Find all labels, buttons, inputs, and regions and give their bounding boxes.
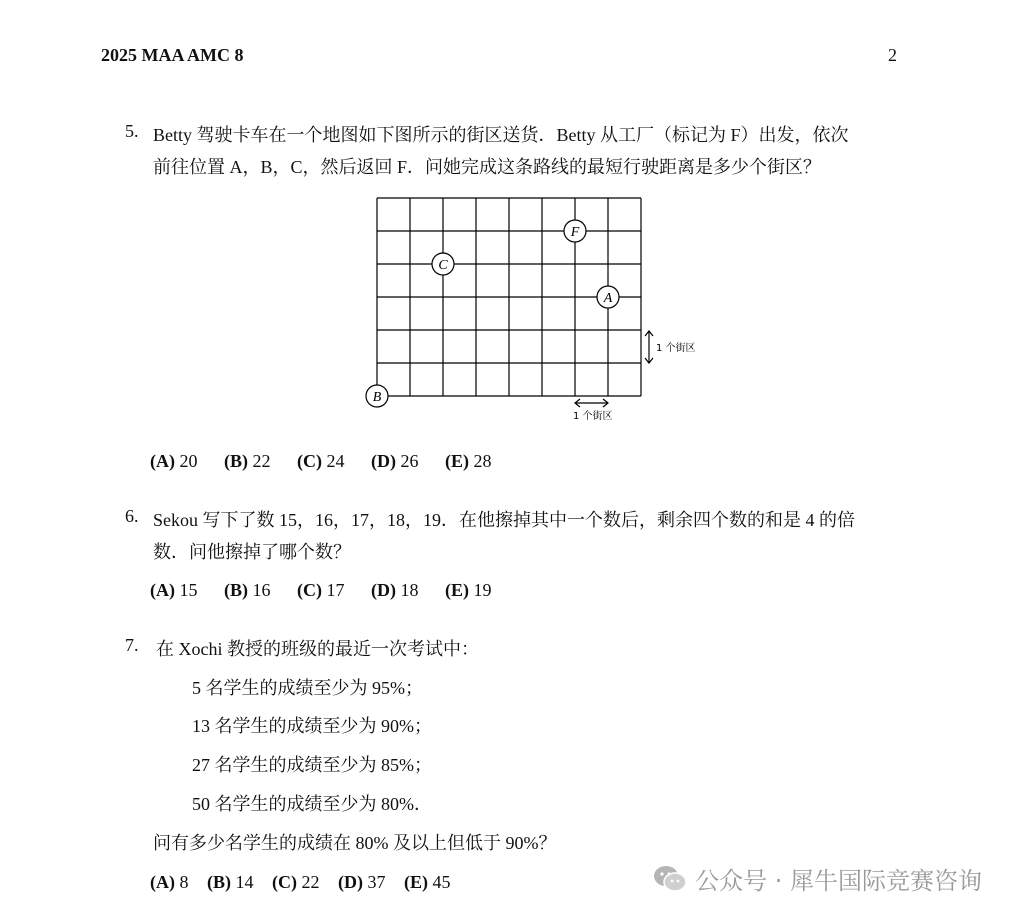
marker-F-label: F — [570, 225, 580, 240]
q7-choice-e[interactable]: (E) 45 — [404, 872, 451, 892]
marker-F — [564, 220, 586, 242]
q5-number: 5. — [125, 121, 139, 141]
q6-text-line1: Sekou 写下了数 15，16，17，18，19．在他擦掉其中一个数后，剩余四个数的和是 4 的倍 — [153, 510, 855, 530]
running-header-title: 2025 MAA AMC 8 — [101, 45, 244, 65]
marker-C — [432, 253, 454, 275]
q5-choice-c[interactable]: (C) 24 — [297, 451, 345, 471]
q5-choice-a[interactable]: (A) 20 — [150, 451, 198, 471]
marker-B-label: B — [372, 390, 382, 405]
q6-text-line2: 数．问他擦掉了哪个数？ — [153, 542, 351, 562]
q7-item-2: 13 名学生的成绩至少为 90%； — [192, 716, 432, 736]
q7-choice-c[interactable]: (C) 22 — [272, 872, 320, 892]
vertical-scale-arrow — [645, 331, 653, 363]
q6-choice-d[interactable]: (D) 18 — [371, 580, 419, 600]
page-number: 2 — [888, 45, 897, 65]
wechat-icon — [653, 864, 687, 894]
q6-choice-e[interactable]: (E) 19 — [445, 580, 492, 600]
horizontal-scale-label: 1 个街区 — [573, 411, 613, 422]
watermark-text: 公众号 · 犀牛国际竞赛咨询 — [695, 867, 982, 895]
vertical-scale-label: 1 个街区 — [656, 343, 696, 354]
q7-number: 7. — [125, 635, 139, 655]
q7-item-1: 5 名学生的成绩至少为 95%； — [192, 678, 423, 698]
q7-question: 问有多少名学生的成绩在 80% 及以上但低于 90%？ — [153, 833, 557, 853]
marker-C-label: C — [438, 258, 448, 273]
q7-item-4: 50 名学生的成绩至少为 80%． — [192, 794, 432, 814]
q5-choice-b[interactable]: (B) 22 — [224, 451, 271, 471]
q6-choices — [150, 580, 514, 601]
q5-choice-e[interactable]: (E) 28 — [445, 451, 492, 471]
q6-choice-c[interactable]: (C) 17 — [297, 580, 345, 600]
q5-choice-d[interactable]: (D) 26 — [371, 451, 419, 471]
q7-item-3: 27 名学生的成绩至少为 85%； — [192, 755, 432, 775]
marker-A-label: A — [603, 291, 613, 306]
q7-choice-d[interactable]: (D) 37 — [338, 872, 386, 892]
q7-text-line1: 在 Xochi 教授的班级的最近一次考试中： — [156, 639, 479, 659]
marker-B — [366, 385, 388, 407]
q6-number: 6. — [125, 506, 139, 526]
q5-text-line2: 前往位置 A，B，C，然后返回 F．问她完成这条路线的最短行驶距离是多少个街区？ — [153, 157, 822, 177]
q6-choice-a[interactable]: (A) 15 — [150, 580, 198, 600]
q7-choice-a[interactable]: (A) 8 — [150, 872, 189, 892]
q7-choice-b[interactable]: (B) 14 — [207, 872, 254, 892]
q7-choices — [150, 872, 465, 893]
q5-text-line1: Betty 驾驶卡车在一个地图如下图所示的街区送货．Betty 从工厂（标记为 F）出发，依次 — [153, 125, 849, 145]
horizontal-scale-arrow — [575, 399, 608, 407]
wechat-watermark — [653, 861, 982, 896]
q6-choice-b[interactable]: (B) 16 — [224, 580, 271, 600]
marker-A — [597, 286, 619, 308]
q5-choices — [150, 451, 514, 472]
street-grid-figure — [360, 190, 700, 430]
